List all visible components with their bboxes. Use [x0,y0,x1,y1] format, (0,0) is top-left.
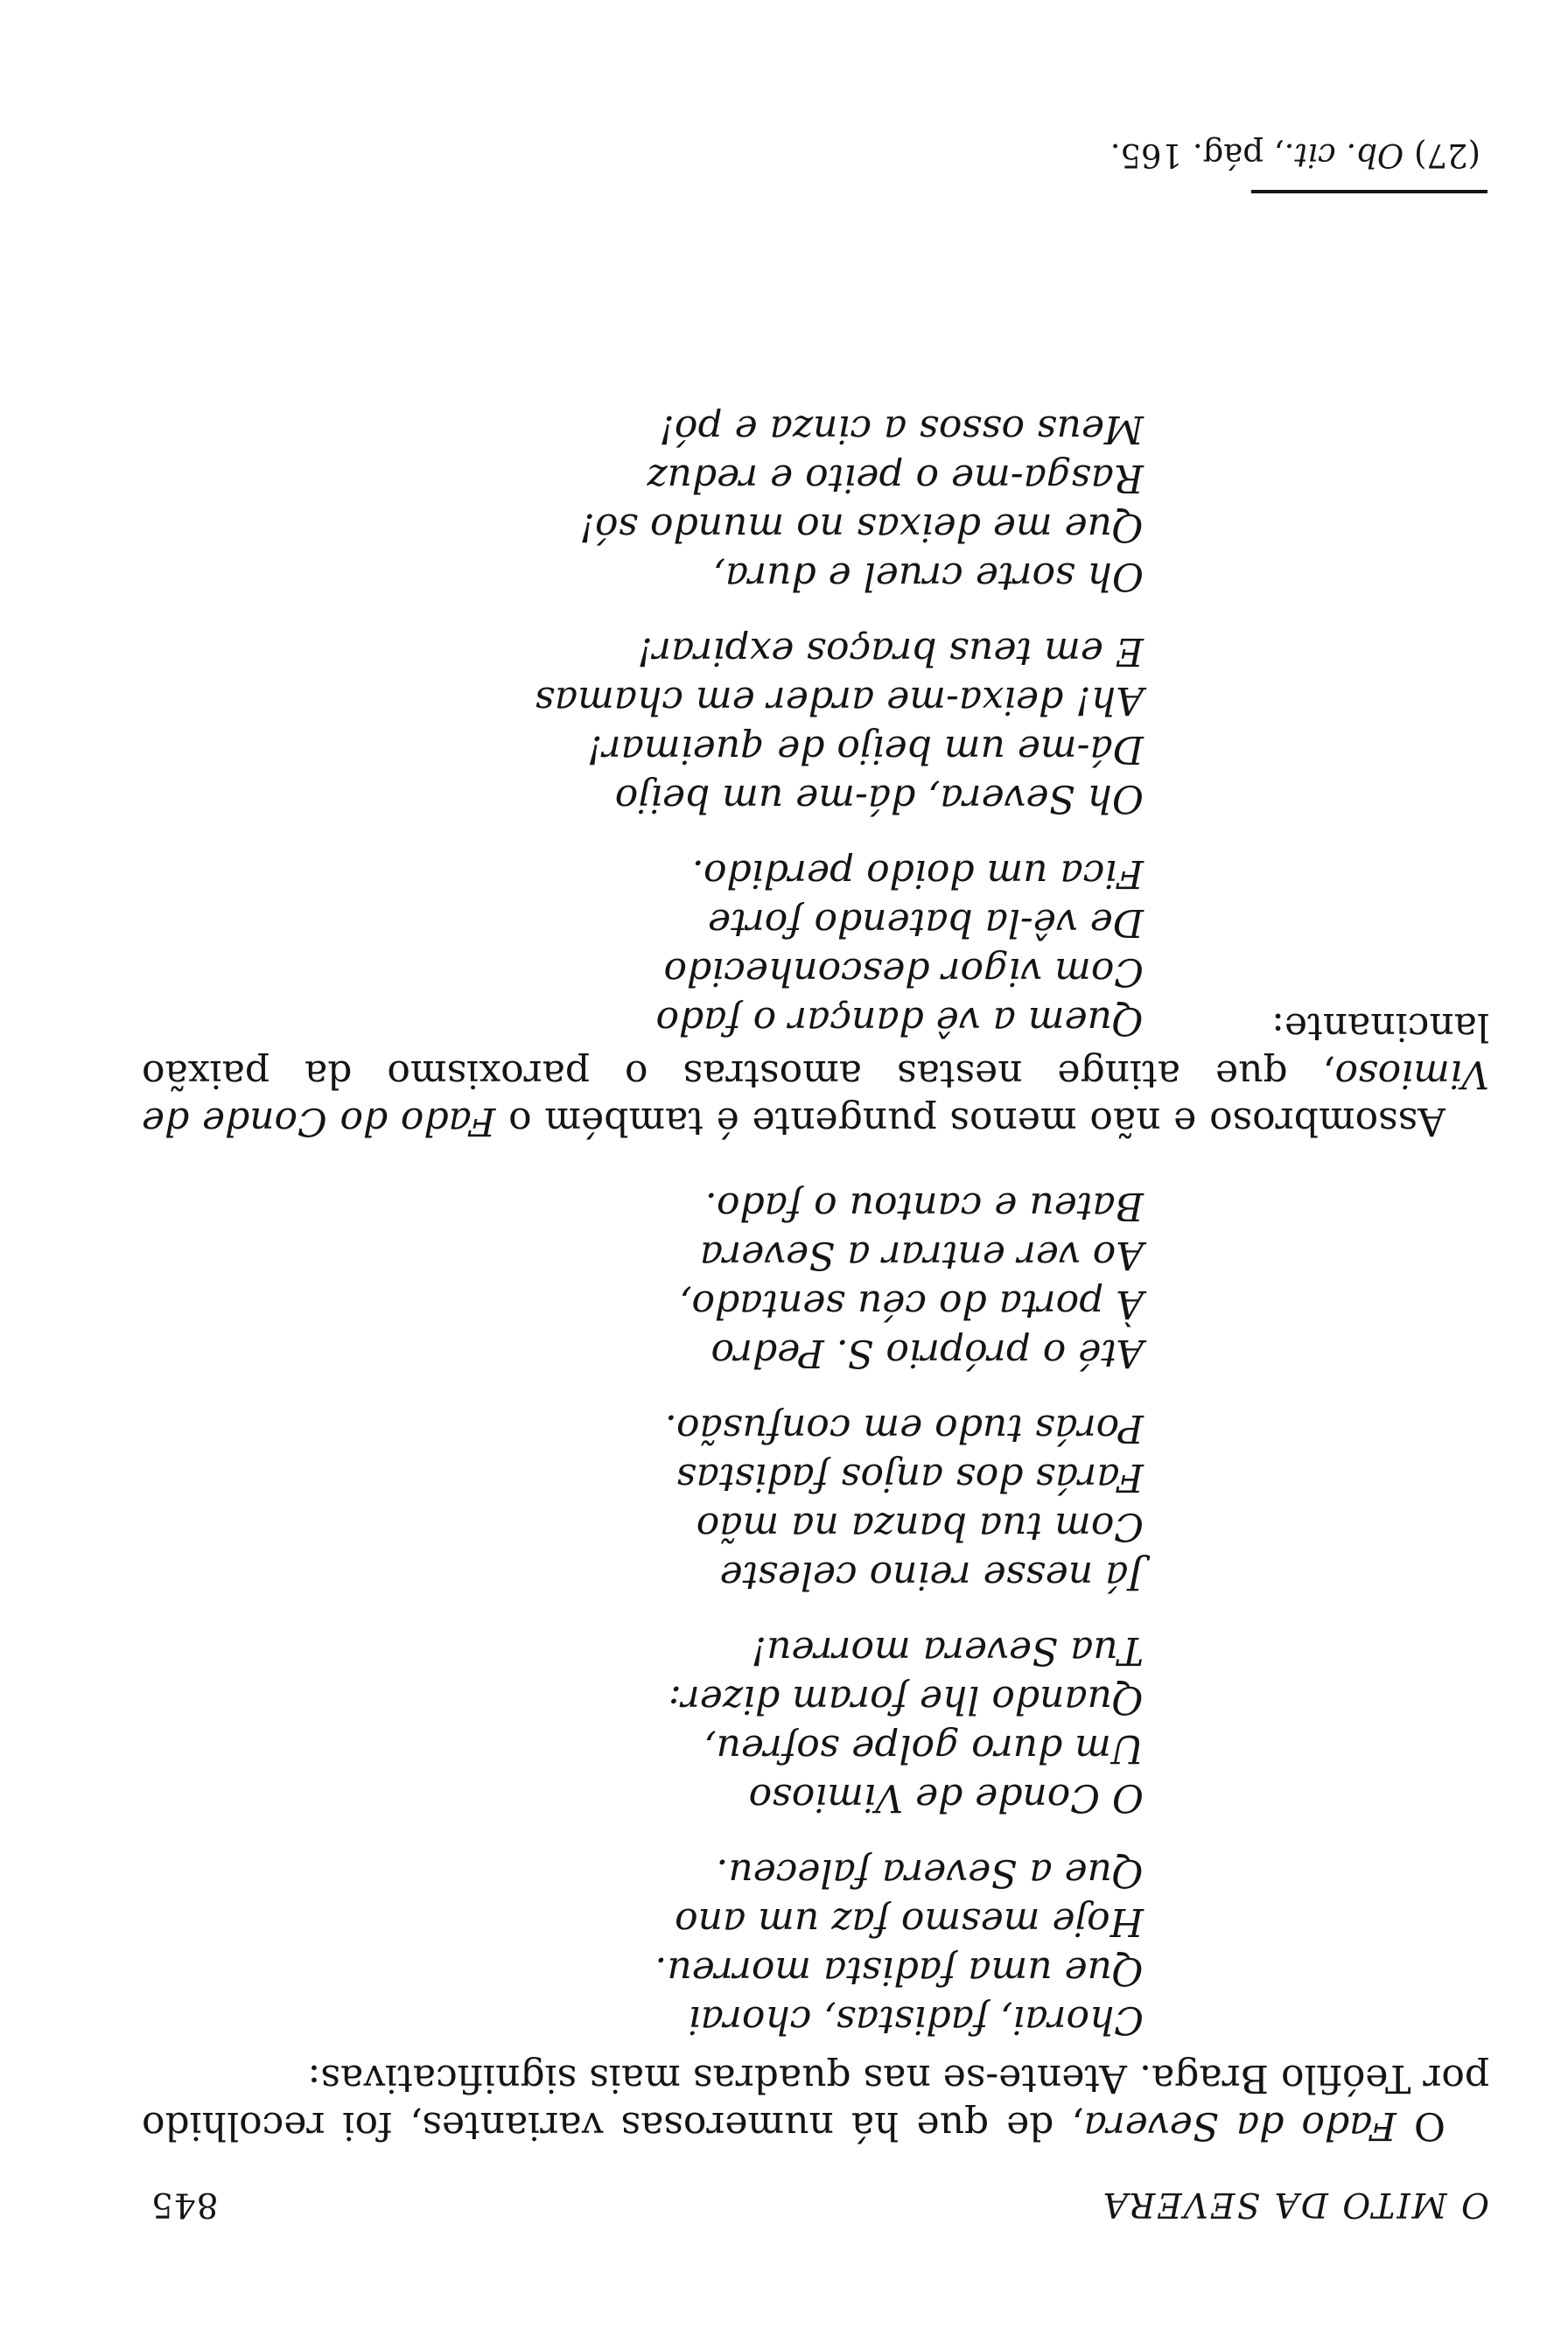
page-number: 845 [150,2185,219,2224]
verse-line: Chorai, fadistas, chorai [688,1997,1144,2042]
fado-da-severa-title: Fado da Severa [1083,2103,1396,2148]
verse-line: E em teus braços expirar! [637,629,1144,674]
verse-line: Quando lhe foram dizer: [668,1677,1144,1722]
verse-line: Hoje mesmo faz um ano [675,1899,1144,1944]
footnote-divider [1251,190,1488,193]
verse-line: Quem a vê dançar o fado [655,998,1144,1043]
page-header [96,2179,1489,2231]
intro-text-end: , de que há numerosas variantes, foi recolhido por Teófilo Braga. Atente-se nas quadras mais significativas: [142,2056,1489,2148]
verse-line: Farás dos anjos fadistas [676,1455,1144,1500]
verse-line: O Conde de Vimioso [748,1775,1144,1820]
running-head: O MITO DA SEVERA [1101,2185,1489,2224]
verse-line: Até o próprio S. Pedro [710,1331,1144,1375]
verse-line: Ah! deixa-me arder em chamas [535,678,1144,723]
verse-line: Fica um doido perdido. [691,851,1144,896]
verse-line: Que me deixas no mundo só! [579,505,1144,549]
footnote [1110,135,1480,175]
verse-line: Com tua banza na mão [696,1504,1144,1549]
verse-line: Que uma fadista morreu. [654,1948,1144,1993]
stanza [356,626,1144,822]
footnote-page: , pág. 165. [1110,136,1284,174]
verse-line: Meus ossos a cinza e pó! [659,407,1144,451]
verse-line: Que a Severa faleceu. [716,1850,1144,1895]
stanza [356,849,1144,1045]
intro-paragraph [142,2054,1489,2149]
second-text-start: Assombroso e não menos pungente é também o [495,1099,1446,1144]
stanza [356,1848,1144,2044]
second-text-end: , que atinge nestas amostras o paroxismo da paixão lancinante: [142,1004,1489,1096]
verse-line: Oh Severa, dá-me um beijo [614,776,1144,821]
verse-line: Ao ver entrar a Severa [699,1233,1144,1277]
verse-line: Já nesse reino celeste [719,1553,1144,1598]
footnote-marker: (27) [1414,136,1480,174]
verse-line: Porás tudo em confusão. [664,1406,1144,1451]
verse-line: Um duro golpe sofreu, [704,1726,1144,1771]
stanza [356,1181,1144,1377]
verse-line: Tua Severa morreu! [751,1628,1144,1673]
verse-line: De vê-la batendo forte [708,900,1144,945]
verse-line: À porta do céu sentado, [679,1282,1144,1326]
footnote-ref: Ob. cit. [1284,136,1404,174]
stanza [356,1403,1144,1599]
intro-text-start: O [1396,2103,1446,2148]
stanza [356,404,1144,600]
verse-line: Oh sorte cruel e dura, [712,554,1144,598]
stanza [356,1626,1144,1822]
verse-line: Rasga-me o peito e reduz [647,456,1144,500]
verse-line: Com vigor desconhecido [663,949,1144,994]
fado-conde-vimioso-title: Fado do Conde de Vimioso [142,1052,1489,1144]
verse-line: Bateu e cantou o fado. [704,1184,1144,1228]
verse-line: Dá-me um beijo de queimar! [586,727,1144,772]
